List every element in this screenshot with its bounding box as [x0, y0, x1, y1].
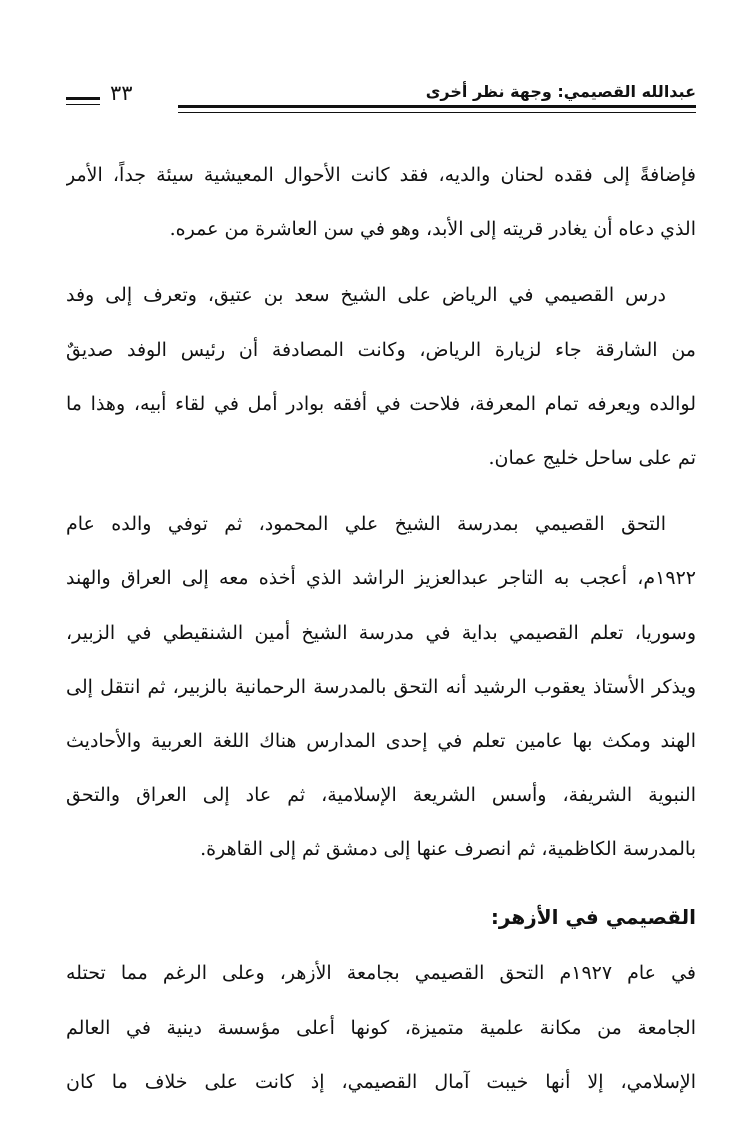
- text-line: درس القصيمي في الرياض على الشيخ سعد بن عتيق، وتعرف إلى وفد: [66, 284, 666, 307]
- text-line: الهند ومكث بها عامين تعلم في إحدى المدارس هناك اللغة العربية والأحاديث: [66, 729, 696, 752]
- text-line: النبوية الشريفة، وأسس الشريعة الإسلامية، ثم عاد إلى العراق والتحق: [66, 784, 696, 807]
- page-number: ٣٣: [110, 81, 133, 105]
- text-line: بالمدرسة الكاظمية، ثم انصرف عنها إلى دمشق ثم إلى القاهرة.: [200, 838, 696, 861]
- text-line: ١٩٢٢م، أعجب به التاجر عبدالعزيز الراشد الذي أخذه معه إلى العراق والهند: [66, 567, 696, 590]
- header-rule-long: [178, 105, 696, 113]
- text-line: الجامعة من مكانة علمية متميزة، كونها أعلى مؤسسة دينية في العالم: [66, 1016, 696, 1039]
- book-title: عبدالله القصيمي: وجهة نظر أخرى: [425, 82, 696, 101]
- paragraph-1: [66, 148, 696, 256]
- text-line: التحق القصيمي بمدرسة الشيخ علي المحمود، ثم توفي والده عام: [66, 513, 666, 536]
- running-header: [66, 78, 696, 114]
- text-line: تم على ساحل خليج عمان.: [488, 446, 696, 469]
- paragraph-2: [66, 268, 696, 485]
- paragraph-3: [66, 497, 696, 876]
- paragraph-4: [66, 946, 696, 1109]
- header-rule-short: [66, 97, 100, 105]
- page-body: [66, 148, 696, 1121]
- text-line: لوالده ويعرفه تمام المعرفة، فلاحت في أفقه بوادر أمل في لقاء أبيه، وهذا ما: [66, 392, 696, 415]
- section-heading: القصيمي في الأزهر:: [490, 905, 696, 930]
- text-line: الإسلامي، إلا أنها خيبت آمال القصيمي، إذ كانت على خلاف ما كان: [66, 1070, 696, 1093]
- text-line: وسوريا، تعلم القصيمي بداية في مدرسة الشيخ أمين الشنقيطي في الزبير،: [66, 621, 696, 644]
- text-line: ويذكر الأستاذ يعقوب الرشيد أنه التحق بالمدرسة الرحمانية بالزبير، ثم انتقل إلى: [66, 675, 696, 698]
- text-line: في عام ١٩٢٧م التحق القصيمي بجامعة الأزهر، وعلى الرغم مما تحتله: [66, 962, 696, 985]
- text-line: من الشارقة جاء لزيارة الرياض، وكانت المصادفة أن رئيس الوفد صديقٌ: [66, 338, 696, 361]
- text-line: فإضافةً إلى فقده لحنان والديه، فقد كانت الأحوال المعيشية سيئة جداً، الأمر: [66, 164, 696, 186]
- text-line: الذي دعاه أن يغادر قريته إلى الأبد، وهو في سن العاشرة من عمره.: [169, 218, 696, 241]
